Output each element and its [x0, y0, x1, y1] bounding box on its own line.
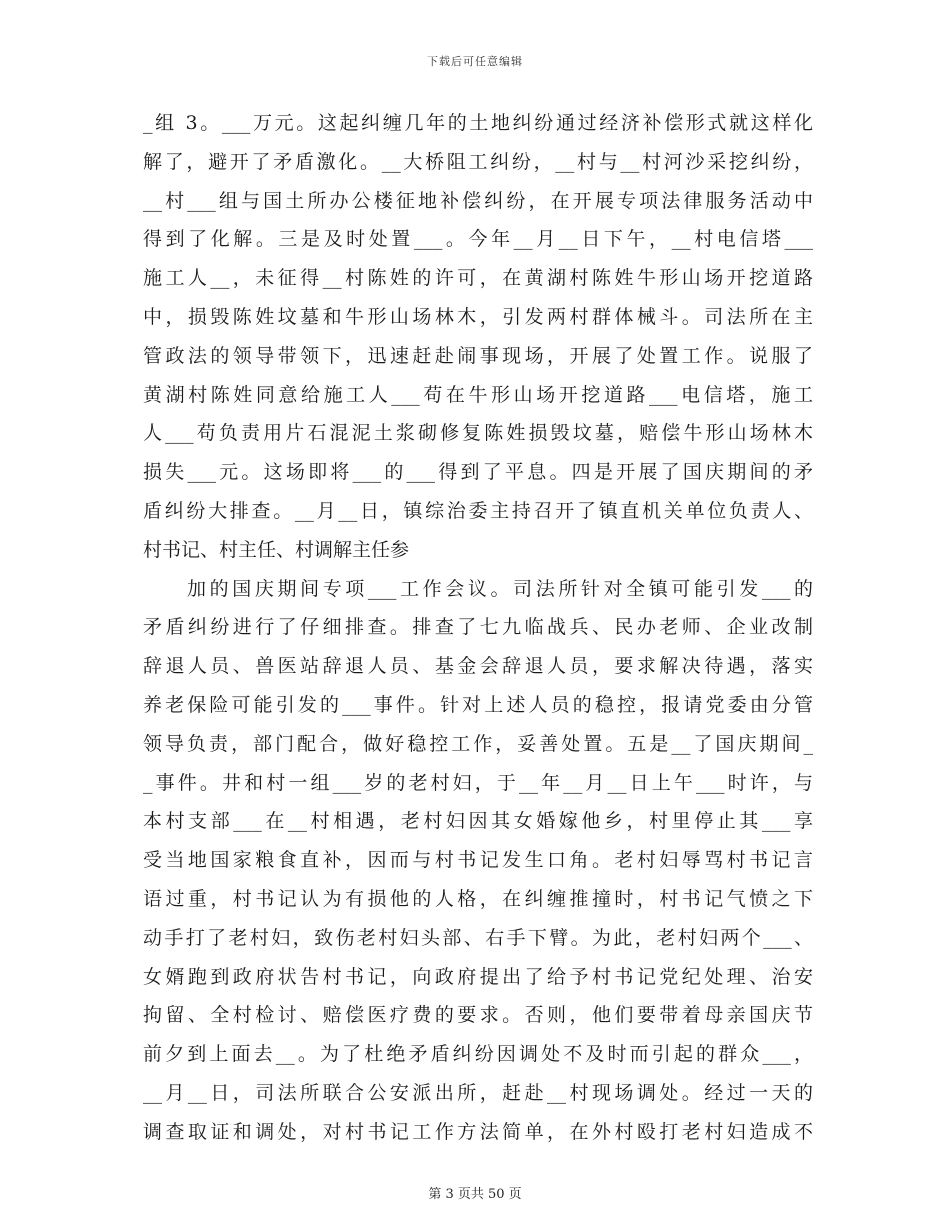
text-line: 人___苟负责用片石混泥土浆砌修复陈姓损毁坟墓，赔偿牛形山场林木 — [143, 422, 813, 445]
text-line: __村___组与国土所办公楼征地补偿纠纷，在开展专项法律服务活动中 — [143, 189, 813, 212]
text-line: 调查取证和调处，对村书记工作方法简单，在外村殴打老村妇造成不 — [143, 1120, 813, 1143]
text-line: 语过重，村书记认为有损他的人格，在纠缠推撞时，村书记气愤之下 — [143, 887, 813, 910]
page-header: 下载后可任意编辑 — [427, 55, 523, 68]
text-line: 解了，避开了矛盾激化。__大桥阻工纠纷，__村与__村河沙采挖纠纷， — [143, 150, 813, 173]
text-line: _事件。井和村一组___岁的老村妇，于__年__月__日上午___时许，与 — [143, 771, 813, 794]
text-line: 养老保险可能引发的___事件。针对上述人员的稳控，报请党委由分管 — [143, 693, 813, 716]
text-line: 前夕到上面去__。为了杜绝矛盾纠纷因调处不及时而引起的群众___， — [143, 1043, 813, 1066]
document-body — [143, 104, 813, 1152]
text-line: 盾纠纷大排查。__月__日，镇综治委主持召开了镇直机关单位负责人、 — [143, 499, 813, 522]
page-number-footer: 第 3 页共 50 页 — [428, 1187, 522, 1202]
text-line: 领导负责，部门配合，做好稳控工作，妥善处置。五是__了国庆期间_ — [143, 732, 813, 755]
text-line: 黄湖村陈姓同意给施工人___苟在牛形山场开挖道路___电信塔，施工 — [143, 383, 813, 406]
text-line-indented: 加的国庆期间专项___工作会议。司法所针对全镇可能引发___的 — [187, 577, 813, 600]
text-line: __月__日，司法所联合公安派出所，赶赴__村现场调处。经过一天的 — [143, 1081, 813, 1104]
text-line: 损失___元。这场即将___的___得到了平息。四是开展了国庆期间的矛 — [143, 461, 813, 484]
text-line: 施工人__，未征得__村陈姓的许可，在黄湖村陈姓牛形山场开挖道路 — [143, 267, 813, 290]
text-line: 本村支部___在__村相遇，老村妇因其女婚嫁他乡，村里停止其___享 — [143, 810, 813, 833]
text-line: 村书记、村主任、村调解主任参 — [143, 538, 410, 561]
text-line: 动手打了老村妇，致伤老村妇头部、右手下臂。为此，老村妇两个___、 — [143, 926, 813, 949]
text-line: 矛盾纠纷进行了仔细排查。排查了七九临战兵、民办老师、企业改制 — [143, 616, 813, 639]
text-line: 女婿跑到政府状告村书记，向政府提出了给予村书记党纪处理、治安 — [143, 965, 813, 988]
text-line: 拘留、全村检讨、赔偿医疗费的要求。否则，他们要带着母亲国庆节 — [143, 1004, 813, 1027]
text-line: 得到了化解。三是及时处置___。今年__月__日下午，__村电信塔___ — [143, 228, 813, 251]
text-line: 辞退人员、兽医站辞退人员、基金会辞退人员，要求解决待遇，落实 — [143, 655, 813, 678]
text-line: 受当地国家粮食直补，因而与村书记发生口角。老村妇辱骂村书记言 — [143, 849, 813, 872]
text-line: _组 3。___万元。这起纠缠几年的土地纠纷通过经济补偿形式就这样化 — [143, 112, 813, 134]
text-line: 中，损毁陈姓坟墓和牛形山场林木，引发两村群体械斗。司法所在主 — [143, 305, 813, 328]
text-line: 管政法的领导带领下，迅速赶赴闹事现场，开展了处置工作。说服了 — [143, 344, 813, 367]
